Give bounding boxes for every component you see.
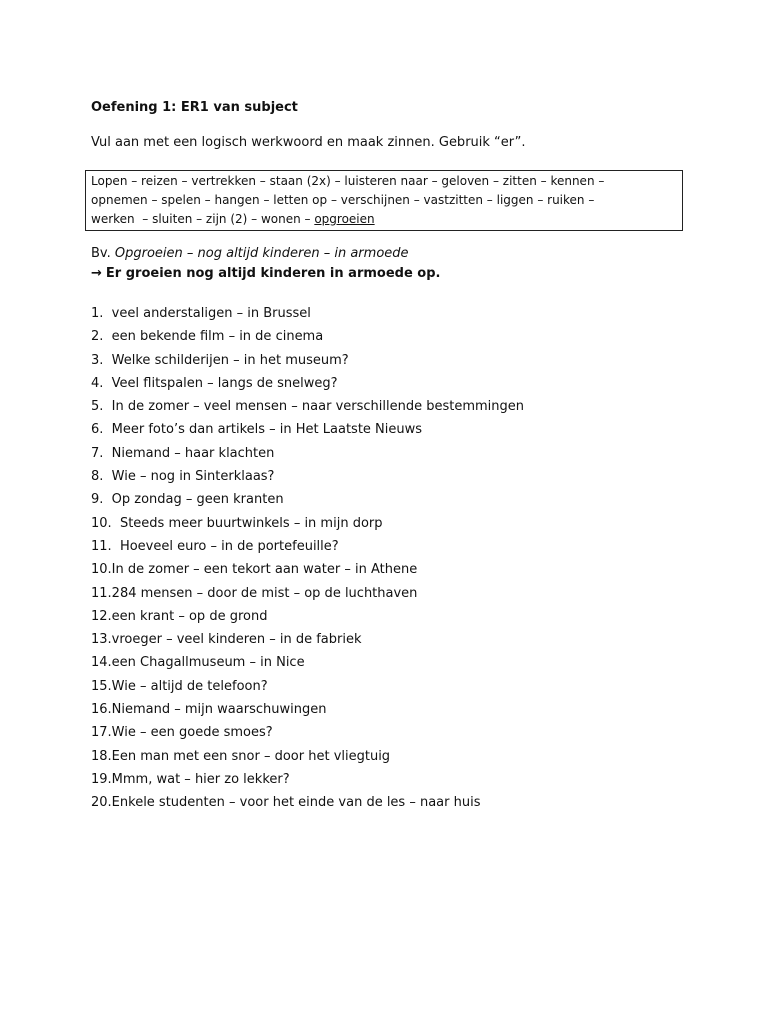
exercise-item: 5. In de zomer – veel mensen – naar verschillende bestemmingen [91,399,524,415]
arrow-icon: → [91,266,102,281]
example-answer-text: Er groeien nog altijd kinderen in armoede op. [105,266,441,281]
word-box-line-2: opnemen – spelen – hangen – letten op – verschijnen – vastzitten – liggen – ruiken – [91,193,595,207]
word-box-line-3-text: werken – sluiten – zijn (2) – wonen – [91,212,315,226]
exercise-item: 20.Enkele studenten – voor het einde van de les – naar huis [91,795,481,811]
exercise-item: 8. Wie – nog in Sinterklaas? [91,469,275,485]
exercise-item: 11. Hoeveel euro – in de portefeuille? [91,538,339,554]
exercise-item: 19.Mmm, wat – hier zo lekker? [91,771,290,787]
exercise-item: 9. Op zondag – geen kranten [91,492,284,508]
word-box-line-3 [91,210,677,229]
exercise-item: 7. Niemand – haar klachten [91,445,275,461]
exercise-item: 12.een krant – op de grond [91,608,268,624]
word-box-line-1: Lopen – reizen – vertrekken – staan (2x) – luisteren naar – geloven – zitten – kennen – [91,174,605,188]
example-answer [91,266,440,281]
exercise-item: 11.284 mensen – door de mist – op de luchthaven [91,585,418,601]
exercise-item: 4. Veel flitspalen – langs de snelweg? [91,375,338,391]
exercise-item: 1. veel anderstaligen – in Brussel [91,306,311,321]
exercise-item: 18.Een man met een snor – door het vliegtuig [91,748,391,764]
exercise-item: 6. Meer foto’s dan artikels – in Het Laatste Nieuws [91,422,423,438]
exercise-item: 3. Welke schilderijen – in het museum? [91,352,349,368]
exercise-title: Oefening 1: ER1 van subject [91,100,298,115]
word-box-underlined-verb: opgroeien [314,212,375,226]
exercise-item: 10.In de zomer – een tekort aan water – in Athene [91,562,418,578]
exercise-list [91,305,524,818]
example-label: Bv. [91,246,115,261]
exercise-item: 16.Niemand – mijn waarschuwingen [91,702,327,718]
exercise-item: 13.vroeger – veel kinderen – in de fabriek [91,632,362,648]
exercise-item: 17.Wie – een goede smoes? [91,725,273,741]
exercise-item: 10. Steeds meer buurtwinkels – in mijn dorp [91,515,383,531]
example-text: Opgroeien – nog altijd kinderen – in armoede [114,246,409,261]
exercise-item: 2. een bekende film – in de cinema [91,329,324,345]
exercise-instruction: Vul aan met een logisch werkwoord en maak zinnen. Gebruik “er”. [91,135,526,150]
example-line [91,246,409,261]
exercise-item: 14.een Chagallmuseum – in Nice [91,655,305,671]
exercise-item: 15.Wie – altijd de telefoon? [91,678,268,694]
verb-word-box [85,170,683,231]
